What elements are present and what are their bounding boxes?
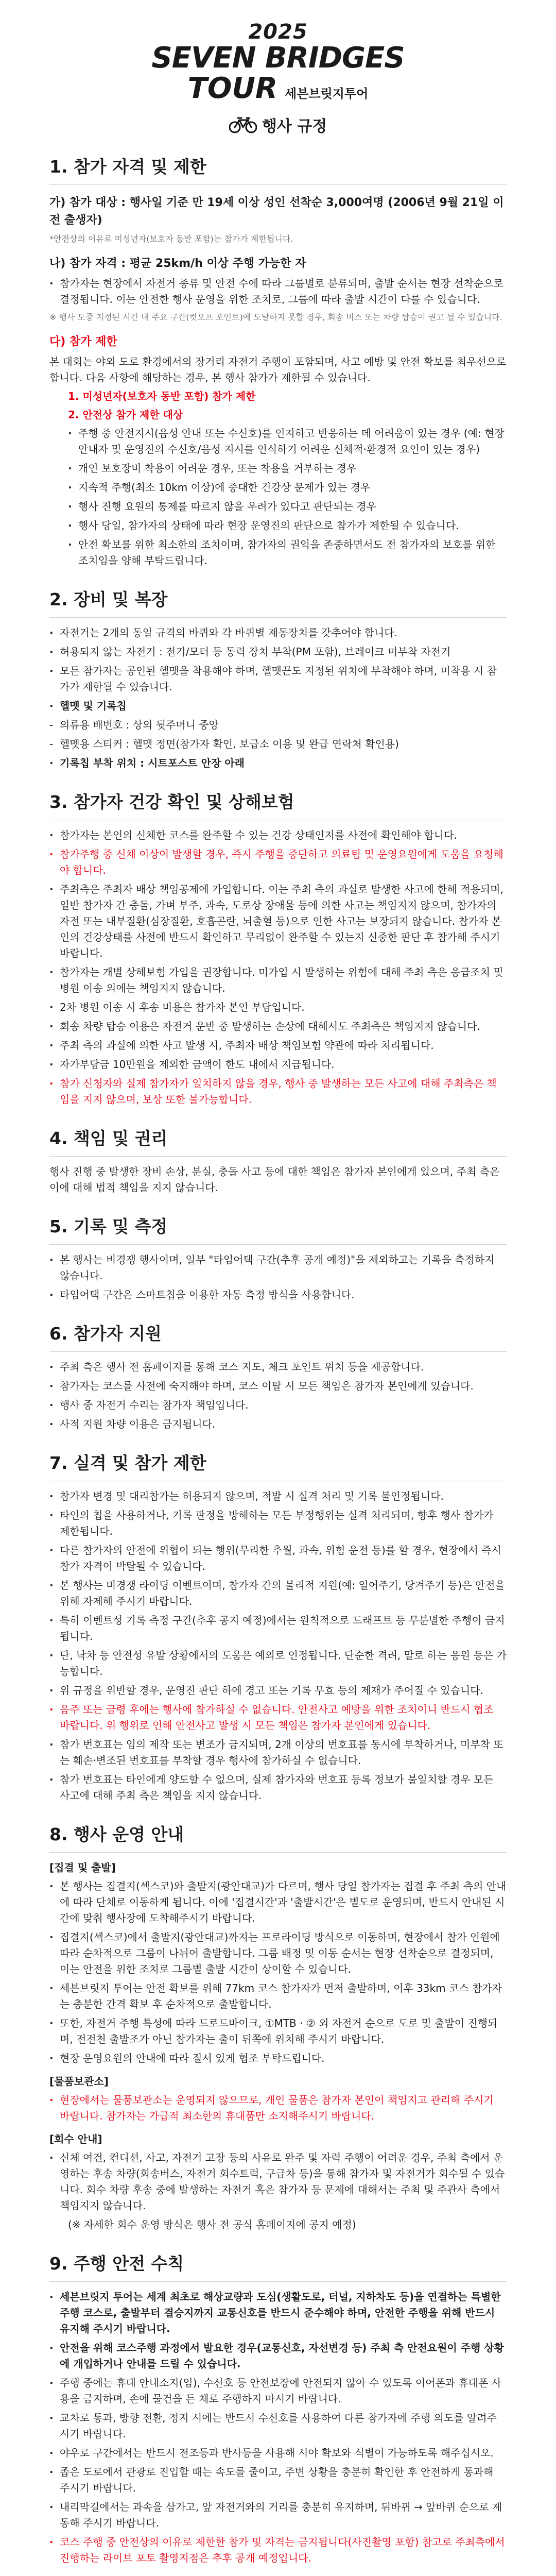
bullet: · 참가자는 본인의 신체한 코스를 완주할 수 있는 건강 상태인지를 사전에 확인해야 합니다. bbox=[49, 827, 507, 843]
bullet: · 코스 주행 중 안전상의 이유로 제한한 참가 및 자격는 금지됩니다(사진촬영 포함) 참고로 주최측에서 진행하는 라이브 포토 촬영지점은 추후 공개 예정입니다. bbox=[49, 2534, 507, 2566]
section-title: 6. 참가자 지원 bbox=[49, 1323, 507, 1352]
bullet: · 행사 중 자전거 수리는 참가자 책임입니다. bbox=[49, 1397, 507, 1413]
bullet: · 허용되지 않는 자전거 : 전기/모터 등 동력 장치 부착(PM 포함), 브레이크 미부착 자전거 bbox=[49, 644, 507, 660]
bullet: · 안전을 위해 코스주행 과정에서 발요한 경우(교통신호, 자선변경 등) 주최 측 안전요원이 주행 상황에 개입하거나 안내를 드릴 수 있습니다. bbox=[49, 2340, 507, 2372]
bullet: · 타인의 칩을 사용하거나, 기록 판정을 방해하는 모든 부정행위는 실격 처리되며, 향후 행사 참가가 제한됩니다. bbox=[49, 1507, 507, 1539]
subheading: 나) 참가 자격 : 평균 25km/h 이상 주행 가능한 자 bbox=[49, 257, 306, 270]
badge-title: 행사 규정 bbox=[262, 117, 327, 135]
bullet: · 자가부담금 10만원을 제외한 금액이 한도 내에서 지급됩니다. bbox=[49, 1057, 507, 1073]
section-title: 7. 실격 및 참가 제한 bbox=[49, 1452, 507, 1481]
bullet: · 신체 여건, 컨디션, 사고, 자전거 고장 등의 사유로 완주 및 자력 주행이 어려운 경우, 주최 측에서 운영하는 후송 차량(회송버스, 자전거 회수트럭, 구급차 등)을 통해 참가자 및 자전거가 회수될 수 있습니다. 회수 차량 후송 중에 발생하는 자전거 혹은 참가자 등 문제에 대해서는 주최 및 주관사 측에서 책임지지 않습니다. bbox=[49, 2150, 507, 2214]
bullet: · 세븐브릿지 투어는 세계 최초로 해상교량과 도심(생활도로, 터널, 지하차도 등)을 연결하는 특별한 주행 코스로, 출발부터 결승지까지 교통신호를 반드시 준수해야 하며, 안전한 주행을 위해 반드시 유지해 주시기 바랍니다. bbox=[49, 2289, 507, 2337]
bullet: · 행사 당일, 참가자의 상태에 따라 현장 운영진의 판단으로 참가가 제한될 수 있습니다. bbox=[49, 518, 507, 534]
section-title: 5. 기록 및 측정 bbox=[49, 1215, 507, 1245]
paragraph: 행사 진행 중 발생한 장비 손상, 분실, 충돌 사고 등에 대한 책임은 참가자 본인에게 있으며, 주최 측은 이에 대해 법적 책임을 지지 않습니다. bbox=[49, 1165, 500, 1194]
bullet: · 사적 지원 차량 이용은 금지됩니다. bbox=[49, 1416, 507, 1432]
bullet: · 주행 중 안전지시(음성 안내 또는 수신호)를 인지하고 반응하는 데 어려움이 있는 경우 (예: 현장 안내자 및 운영진의 수신호/음성 지시를 인식하기 어려운 신체적·환경적 요인이 있는 경우) bbox=[49, 426, 507, 457]
bullet: · 다른 참가자의 안전에 위협이 되는 행위(무리한 추월, 과속, 위험 운전 등)를 할 경우, 현장에서 즉시 참가 자격이 박탈될 수 있습니다. bbox=[49, 1543, 507, 1574]
bullet: · 집결지(섹스코)에서 출발지(광안대교)까지는 프로라이딩 방식으로 이동하며, 현장에서 참가 인원에 따라 순차적으로 그룹이 나뉘어 출발합니다. 그룹 배정 및 이동 순서는 현장 선착순으로 결정되며, 이는 안전을 위한 조치로 그룹별 출발 시간이 상이할 수 있습니다. bbox=[49, 1929, 507, 1977]
subheading: 가) 참가 대상 : 행사일 기준 만 19세 이상 성인 선착순 3,000여명 (2006년 9월 21일 이전 출생자) bbox=[49, 196, 504, 227]
bullet: · 또한, 자전거 주행 특성에 따라 드로드바이크, ①MTB · ② 외 자전거 순으로 도로 및 출발이 진행되며, 전전천 출발조가 아닌 참가자는 출이 뒤쪽에 위치해 주시기 바랍니다. bbox=[49, 2015, 507, 2047]
bullet: · 본 행사는 비경쟁 행사이며, 일부 "타임어택 구간(추후 공개 예정)"을 제외하고는 기록을 측정하지 않습니다. bbox=[49, 1252, 507, 1284]
section-responsibility bbox=[49, 1127, 507, 1196]
bullet: · 헬멧 및 기록칩 bbox=[49, 698, 507, 714]
subheading: [회수 안내] bbox=[49, 2133, 102, 2145]
bullet: · 개인 보호장비 착용이 어려운 경우, 또는 착용을 거부하는 경우 bbox=[49, 461, 507, 477]
badge-row bbox=[49, 113, 507, 136]
bullet: · 본 행사는 집결지(섹스코)와 출발지(광안대교)가 다르며, 행사 당일 참가자는 집결 후 주최 측의 안내에 따라 단체로 이동하게 됩니다. 이에 '집결시간'과 '출발시간'은 별도로 운영되며, 반드시 안내된 시간에 맞춰 행사장에 도착해주시기 바랍니다. bbox=[49, 1878, 507, 1926]
bullet: · 야우로 구간에서는 반드시 전조등과 반사등을 사용해 시야 확보와 식별이 가능하도록 해주십시오. bbox=[49, 2445, 507, 2461]
bullet: · 행사 진행 요원의 통제를 따르지 않을 우려가 있다고 판단되는 경우 bbox=[49, 499, 507, 515]
bullet: · 단, 낙차 등 안전성 유발 상황에서의 도움은 예외로 인정됩니다. 단순한 격려, 말로 하는 응원 등은 가능합니다. bbox=[49, 1648, 507, 1680]
bullet: · 참가자는 현장에서 자전거 종류 및 안전 수에 따라 그룹별로 분류되며, 출발 순서는 현장 선착순으로 결정됩니다. 이는 안전한 행사 운영을 위한 조치로, 그룹에 따라 출발 시간이 다를 수 있습니다. bbox=[49, 276, 507, 308]
bullet: · 위 규정을 위반할 경우, 운영진 판단 하에 경고 또는 기록 무효 등의 제재가 주어질 수 있습니다. bbox=[49, 1683, 507, 1699]
bullet: · 참가 신청자와 실제 참가자가 일치하지 않을 경우, 행사 중 발생하는 모든 사고에 대해 주최측은 책임을 지지 않으며, 보상 또한 불가능합니다. bbox=[49, 1076, 507, 1108]
logo-korean: 세븐브릿지투어 bbox=[285, 87, 369, 101]
bullet: · 지속적 주행(최소 10km 이상)에 중대한 건강상 문제가 있는 경우 bbox=[49, 480, 507, 496]
bullet: · 타임어택 구간은 스마트칩을 이용한 자동 측정 방식을 사용합니다. bbox=[49, 1287, 507, 1303]
bullet: · 참가 번호표는 임의 제작 또는 변조가 금지되며, 2개 이상의 번호표를 동시에 부착하거나, 미부착 또는 훼손·변조된 번호표를 부착할 경우 행사에 참가하실 수 없습니다. bbox=[49, 1737, 507, 1769]
bullet: · 기록칩 부착 위치 : 시트포스트 안장 아래 bbox=[49, 755, 507, 771]
bullet: · 현장에서는 물품보관소는 운영되지 않으므로, 개인 물품은 참가자 본인이 책임지고 관리해 주시기 바랍니다. 참가자는 가급적 최소한의 휴대품만 소지해주시기 바랍니다. bbox=[49, 2092, 507, 2124]
bullet: · 참가자는 개별 상해보험 가입을 권장합니다. 미가입 시 발생하는 위험에 대해 주최 측은 응급조치 및 병원 이송 외에는 책임지지 않습니다. bbox=[49, 964, 507, 996]
section-support bbox=[49, 1323, 507, 1432]
section-disqualification bbox=[49, 1452, 507, 1804]
bullet: · 현장 운영요원의 안내에 따라 질서 있게 협조 부탁드립니다. bbox=[49, 2050, 507, 2066]
dash-item: - 헬멧용 스티커 : 헬멧 정면(참가자 확인, 보급소 이용 및 완급 연락처 확인용) bbox=[49, 736, 507, 752]
bullet: · 참가주행 중 신체 이상이 발생할 경우, 즉시 주행을 중단하고 의료팀 및 운영요원에게 도움을 요청해야 합니다. bbox=[49, 846, 507, 878]
logo-year: 2025 bbox=[248, 20, 308, 44]
bullet: · 참가자 변경 및 대리참가는 허용되지 않으며, 적발 시 실격 처리 및 기록 불인정됩니다. bbox=[49, 1488, 507, 1504]
subheading: [물품보관소] bbox=[49, 2075, 109, 2088]
note: (※ 자세한 회수 운영 방식은 행사 전 공식 홈페이지에 공지 예정) bbox=[68, 2218, 356, 2231]
subheading: [집결 및 출발] bbox=[49, 1861, 116, 1874]
bullet: · 교차로 통과, 방향 전환, 정지 시에는 반드시 수신호를 사용하여 다른 참가자에 주행 의도를 알려주시기 바랍니다. bbox=[49, 2410, 507, 2442]
note: *안전상의 이유로 미성년자(보호자 동반 포함)는 참가가 제한됩니다. bbox=[49, 234, 293, 244]
bullet: · 안전 확보를 위한 최소한의 조치이며, 참가자의 권익을 존중하면서도 전 참가자의 보호를 위한 조치임을 양해 부탁드립니다. bbox=[49, 537, 507, 569]
section-title: 4. 책임 및 권리 bbox=[49, 1127, 507, 1157]
bullet: · 주행 중에는 휴대 안내소지(임), 수신호 등 안전보장에 안전되지 않아 수 있도록 이어폰과 휴대폰 사용을 금지하며, 손에 물건을 든 채로 주행하지 마시기 바랍니다. bbox=[49, 2375, 507, 2407]
section-safety-rules bbox=[49, 2252, 507, 2566]
subheading: 다) 참가 제한 bbox=[49, 335, 117, 348]
bullet: · 주최 측은 행사 전 홈페이지를 통해 코스 지도, 체크 포인트 위치 등을 제공합니다. bbox=[49, 1359, 507, 1375]
bicycle-icon bbox=[229, 116, 257, 133]
logo-tour-row bbox=[49, 73, 507, 104]
bullet: · 참가 번호표는 타인에게 양도할 수 없으며, 실제 참가자와 번호표 등록 정보가 불일치할 경우 모든 사고에 대해 주최 측은 책임을 지지 않습니다. bbox=[49, 1772, 507, 1804]
section-title: 9. 주행 안전 수칙 bbox=[49, 2252, 507, 2282]
header bbox=[49, 21, 507, 136]
bullet: · 회송 차량 탑승 이용은 자전거 운반 중 발생하는 손상에 대해서도 주최측은 책임지지 않습니다. bbox=[49, 1019, 507, 1035]
bullet: · 자전거는 2개의 동일 규격의 바퀴와 각 바퀴별 제동장치를 갖추어야 합니다. bbox=[49, 625, 507, 641]
bullet: · 음주 또는 금령 후에는 행사에 참가하실 수 없습니다. 안전사고 예방을 위한 조치이니 반드시 협조 바랍니다. 위 행위로 인해 안전사고 발생 시 모든 책임은 참가자 본인에게 있습니다. bbox=[49, 1702, 507, 1734]
section-records bbox=[49, 1215, 507, 1303]
bullet: · 주최측은 주최자 배상 책임공제에 가입합니다. 이는 주최 측의 과실로 발생한 사고에 한해 적용되며, 일반 참가자 간 충돌, 가벼 부주, 과속, 도로상 장애물 등에 의한 사고는 책임지지 않으며, 참가자의 자전 또는 내부질환(심장질환, 호흡곤란, 뇌출혈 등)으로 인한 사고는 보장되지 않습니다. 참가자 본인의 건강상태를 사전에 반드시 확인하고 무리없이 완주할 수 있는지 신중한 판단 후 참가해 주시기 바랍니다. bbox=[49, 882, 507, 961]
bullet: · 모든 참가자는 공인된 헬멧을 착용해야 하며, 헬멧끈도 지정된 위치에 부착해야 하며, 미착용 시 참가가 제한될 수 있습니다. bbox=[49, 663, 507, 695]
section-operations bbox=[49, 1823, 507, 2233]
section-eligibility bbox=[49, 156, 507, 569]
section-title: 3. 참가자 건강 확인 및 상해보험 bbox=[49, 791, 507, 820]
bullet: · 본 행사는 비경쟁 라이딩 이벤트이며, 참가자 간의 불리적 지원(예: 일어주기, 당겨주기 등)은 안전을 위해 자제해 주시기 바랍니다. bbox=[49, 1578, 507, 1609]
bullet: · 참가자는 코스를 사전에 숙지해야 하며, 코스 이탈 시 모든 책임은 참가자 본인에게 있습니다. bbox=[49, 1378, 507, 1394]
section-health-insurance bbox=[49, 791, 507, 1108]
paragraph: 본 대회는 야외 도로 환경에서의 장거리 자전거 주행이 포함되며, 사고 예방 및 안전 확보를 최우선으로 합니다. 다음 사항에 해당하는 경우, 본 행사 참가가 제한될 수 있습니다. bbox=[49, 355, 507, 384]
list-item: 2. 안전상 참가 제한 대상 bbox=[68, 409, 183, 421]
section-equipment bbox=[49, 588, 507, 771]
section-title: 8. 행사 운영 안내 bbox=[49, 1823, 507, 1853]
logo-title: SEVEN BRIDGES bbox=[151, 41, 405, 75]
note: ※ 행사 도중 지정된 시간 내 주요 구간(컷오프 포인트)에 도달하지 못할 경우, 회송 버스 또는 차량 탑승이 권고 될 수 있습니다. bbox=[49, 312, 502, 322]
section-title: 1. 참가 자격 및 제한 bbox=[49, 156, 507, 185]
bullet: · 특히 이벤트성 기록 측정 구간(추후 공지 예정)에서는 원칙적으로 드래프트 등 무분별한 주행이 금지됩니다. bbox=[49, 1613, 507, 1645]
list-item: 1. 미성년자(보호자 동반 포함) 참가 제한 bbox=[68, 390, 256, 402]
bullet: · 주최 측의 과실에 의한 사고 발생 시, 주최자 배상 책임보험 약관에 따라 처리됩니다. bbox=[49, 1038, 507, 1054]
logo-tour: TOUR bbox=[187, 72, 278, 105]
bullet: · 2차 병원 이송 시 후송 비용은 참가자 본인 부담입니다. bbox=[49, 999, 507, 1015]
bullet: · 내리막길에서는 과속을 삼가고, 앞 자전거와의 거리를 충분히 유지하며, 뒤바뀌 → 앞바퀴 순으로 제동해 주시기 바랍니다. bbox=[49, 2499, 507, 2531]
bullet: · 좁은 도로에서 관광로 진입할 때는 속도를 줄이고, 주변 상황을 충분히 확인한 후 안전하게 통과해 주시기 바랍니다. bbox=[49, 2464, 507, 2496]
dash-item: - 의류용 배번호 : 상의 뒷주머니 중앙 bbox=[49, 717, 507, 733]
bullet: · 세븐브릿지 투어는 안전 확보를 위해 77km 코스 참가자가 먼저 출발하며, 이후 33km 코스 참가자는 충분한 간격 확보 후 순차적으로 출발합니다. bbox=[49, 1980, 507, 2012]
section-title: 2. 장비 및 복장 bbox=[49, 588, 507, 618]
